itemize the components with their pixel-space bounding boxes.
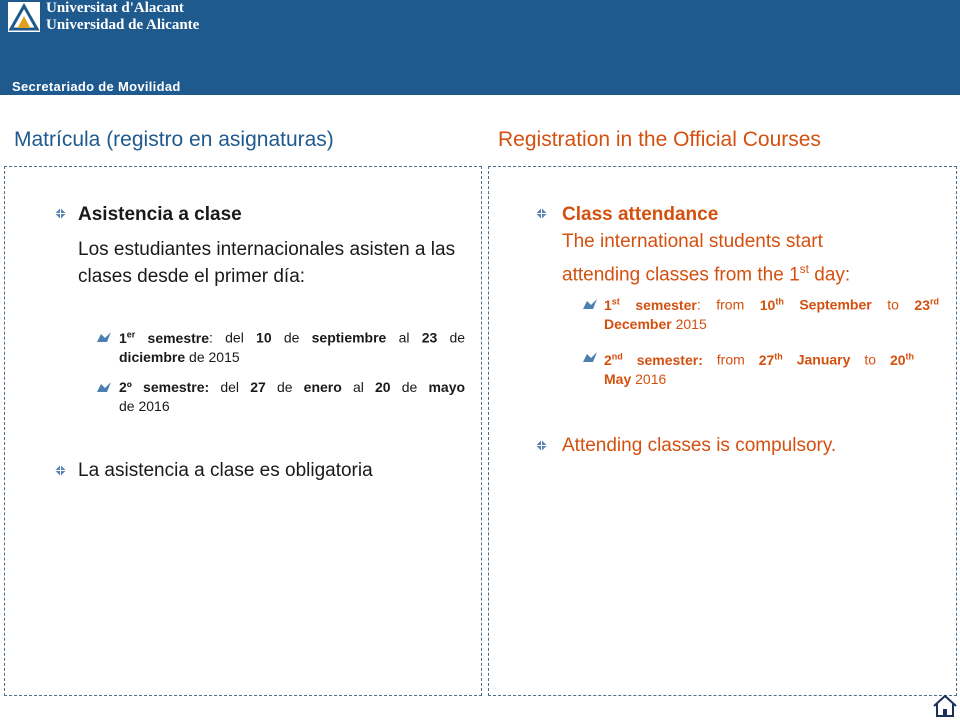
unit-name: Secretariado de Movilidad [12,79,181,94]
left-sub1: 1er semestre: del 10 de septiembre al 23 de diciembre de 2015 [119,329,466,365]
diamond-bullet-icon [55,465,66,476]
right-sub1: 1st semester: from 10th September to 23rd December 2015 [604,296,939,332]
right-bullet1-title: Class attendance [562,204,719,225]
university-name-ca: Universitat d'Alacant [46,0,184,16]
right-heading: Registration in the Official Courses [498,128,821,151]
arrow-bullet-icon [583,299,597,309]
right-bullet1-text-a: The international students start [562,231,823,252]
arrow-bullet-icon [97,382,111,392]
university-name-es: Universidad de Alicante [46,17,200,33]
arrow-bullet-icon [583,352,597,362]
header-banner [0,0,960,95]
left-heading: Matrícula (registro en asignaturas) [14,128,334,151]
diamond-bullet-icon [536,208,547,219]
left-bullet1-text: Los estudiantes internacionales asisten a las clases desde el primer día: [78,239,456,287]
left-bullet1-title: Asistencia a clase [78,204,242,225]
home-icon[interactable] [932,694,958,718]
diamond-bullet-icon [536,440,547,451]
university-logo-icon [8,2,40,32]
right-bullet1-text-b: attending classes from the 1st day: [562,262,851,286]
left-sub2: 2º semestre: del 27 de enero al 20 de mayo de 2016 [119,379,466,414]
left-bullet2: La asistencia a clase es obligatoria [78,460,373,481]
right-bullet2: Attending classes is compulsory. [562,435,837,456]
diamond-bullet-icon [55,208,66,219]
right-sub2: 2nd semester: from 27th January to 20th May 2016 [604,351,915,387]
arrow-bullet-icon [97,332,111,342]
